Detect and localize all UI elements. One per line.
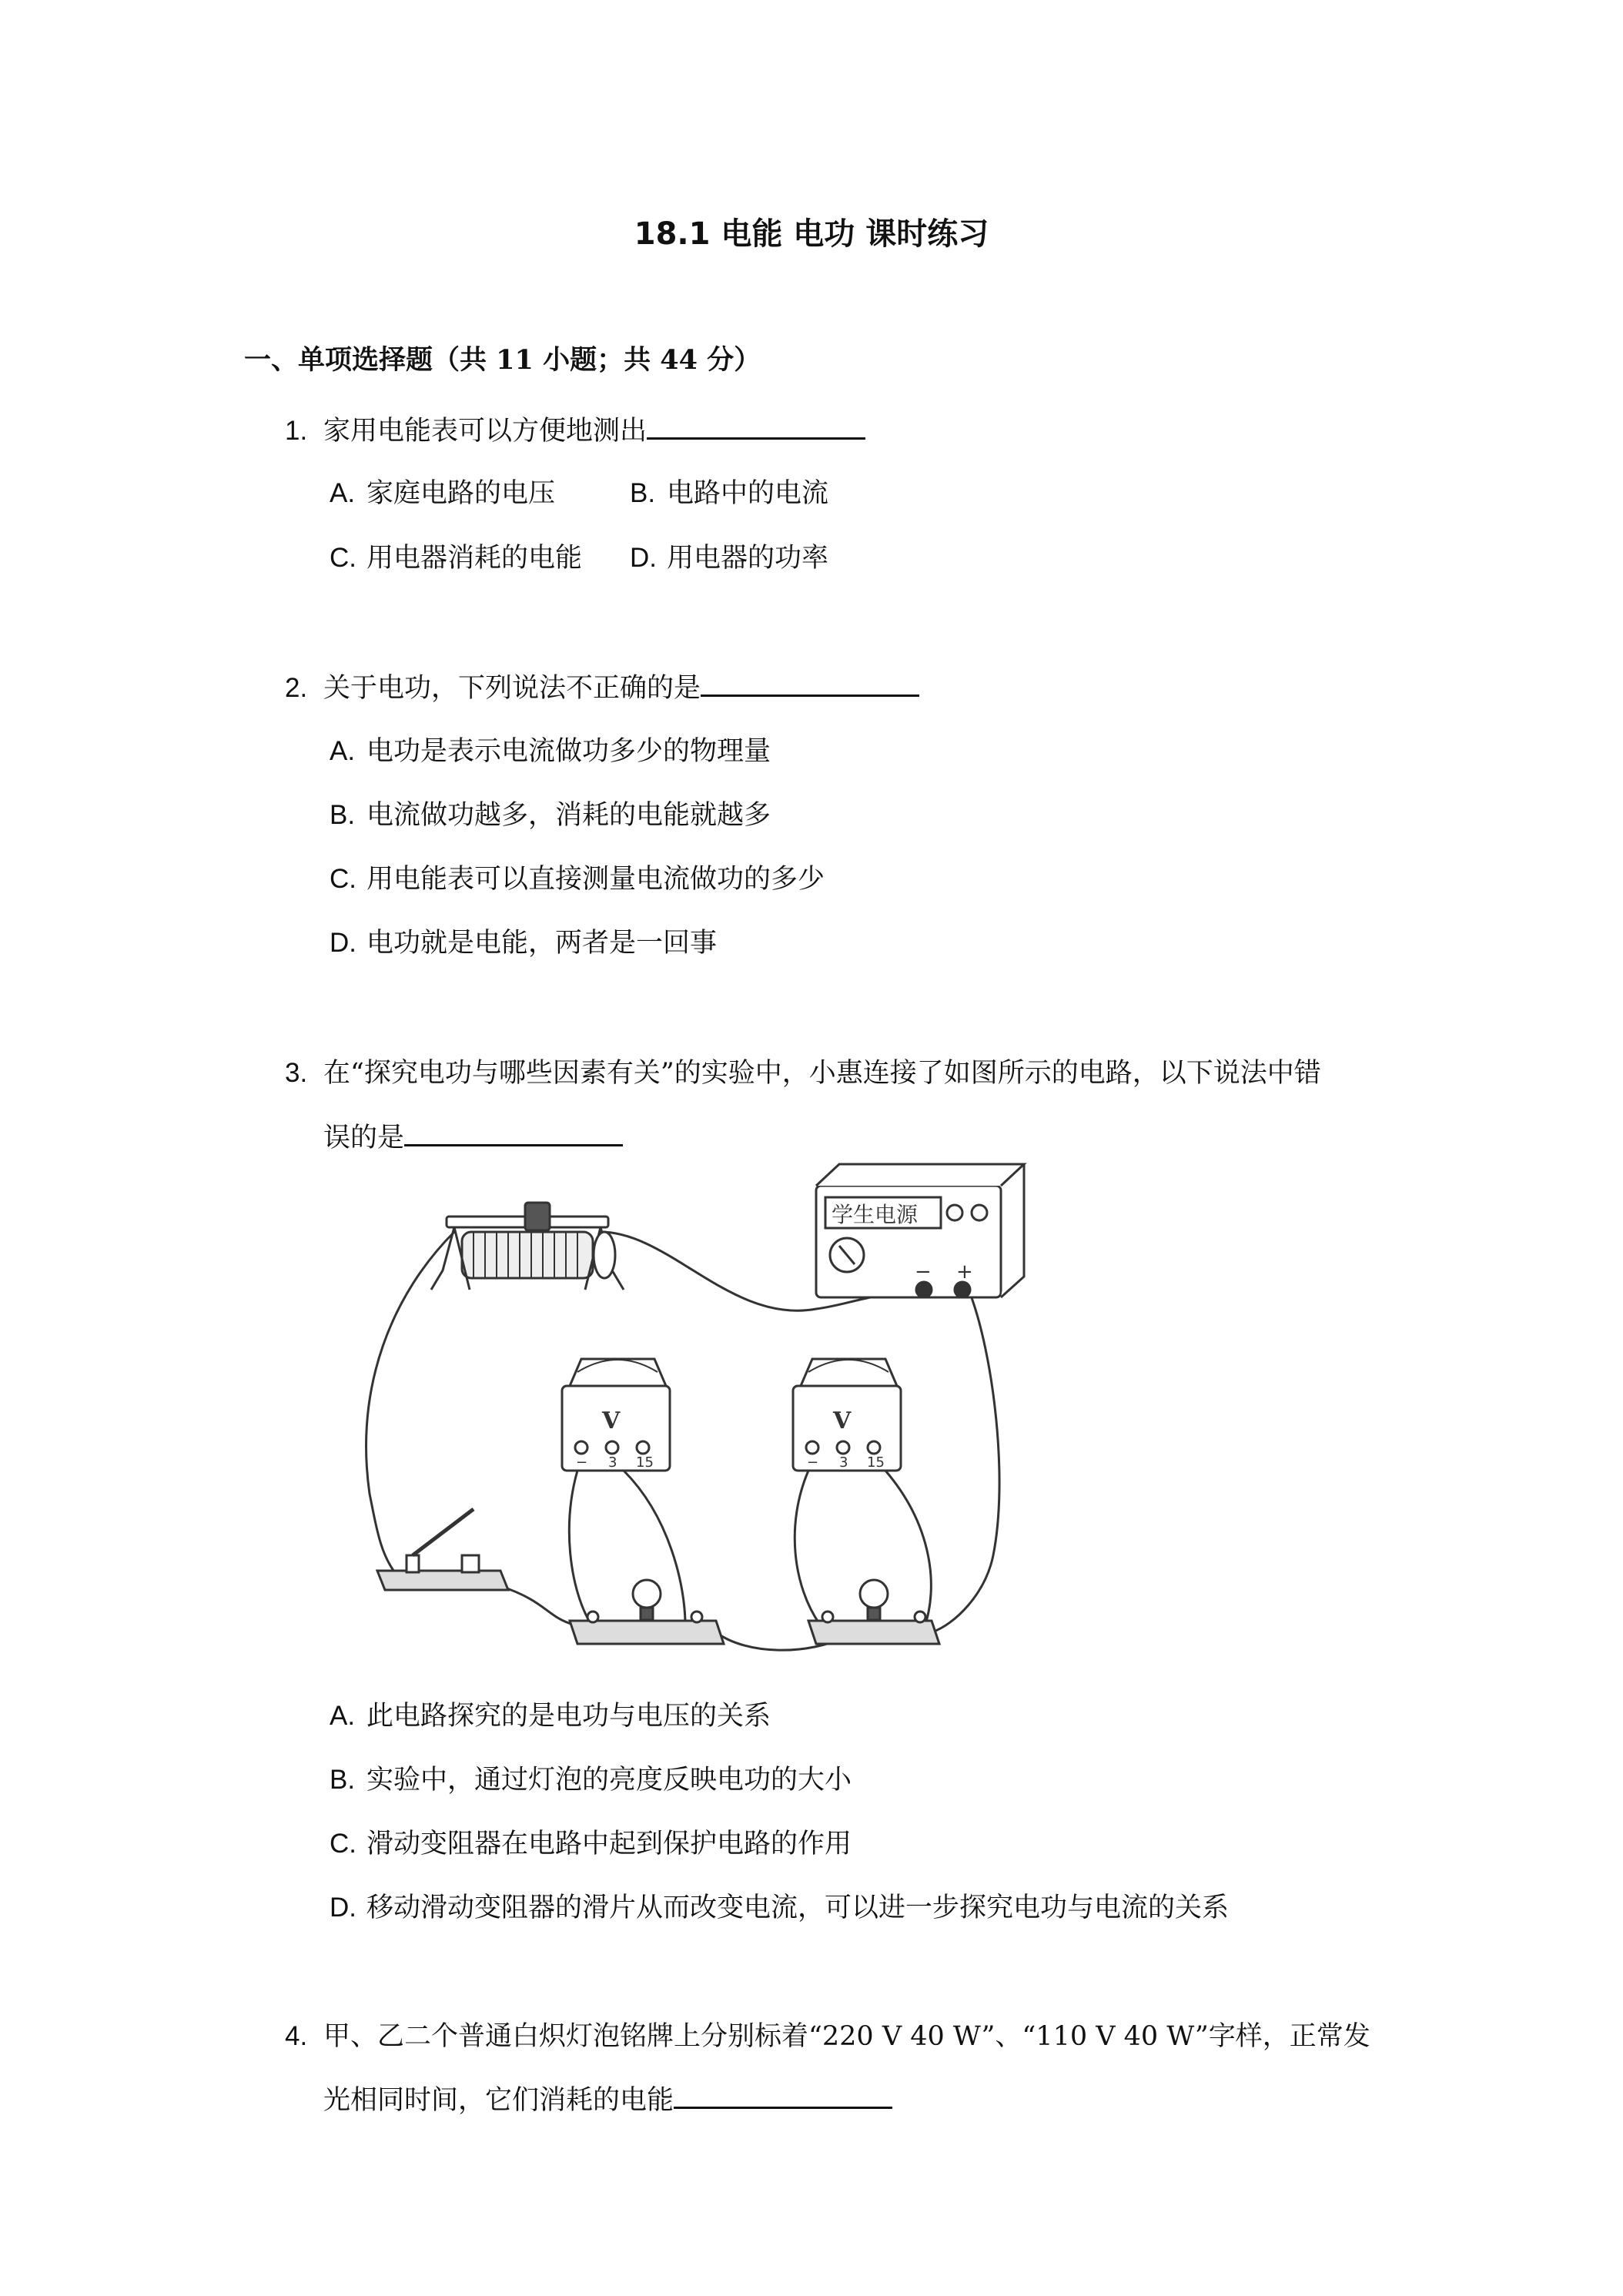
page-title: 18.1 电能 电功 课时练习 (634, 216, 989, 252)
terminal-label: − (576, 1454, 588, 1471)
option-2d[interactable]: D. 电功就是电能，两者是一回事 (330, 928, 718, 959)
question-text: 甲、乙二个普通白炽灯泡铭牌上分别标着“220 V 40 W”、“110 V 40 W”字样，正常发 (323, 2021, 1370, 2052)
option-1d[interactable]: D. 用电器的功率 (630, 543, 829, 574)
question-number: 3. (285, 1058, 308, 1088)
option-2c[interactable]: C. 用电能表可以直接测量电流做功的多少 (330, 864, 825, 895)
question-text: 在“探究电功与哪些因素有关”的实验中，小惠连接了如图所示的电路，以下说法中错 (323, 1058, 1321, 1089)
option-1c[interactable]: C. 用电器消耗的电能 (330, 543, 583, 574)
question-3-stem-cont (323, 1116, 623, 1155)
question-text: 误的是 (323, 1123, 405, 1153)
wire (366, 1232, 454, 1575)
question-number: 1. (285, 416, 308, 446)
option-3c[interactable]: C. 滑动变阻器在电路中起到保护电路的作用 (330, 1829, 852, 1859)
terminal-label: 15 (867, 1454, 885, 1471)
option-1b[interactable]: B. 电路中的电流 (630, 478, 829, 509)
answer-blank[interactable] (404, 1121, 623, 1146)
question-1-stem (285, 410, 865, 448)
minus-terminal-label: − (915, 1260, 932, 1284)
voltmeter-symbol: V (833, 1407, 852, 1434)
question-number: 4. (285, 2021, 308, 2051)
question-2-stem (285, 667, 919, 705)
option-3b[interactable]: B. 实验中，通过灯泡的亮度反映电功的大小 (330, 1765, 852, 1796)
option-2a[interactable]: A. 电功是表示电流做功多少的物理量 (330, 736, 771, 767)
question-4-stem-cont (323, 2079, 892, 2117)
plus-terminal-label: + (956, 1260, 973, 1284)
power-supply-label: 学生电源 (832, 1202, 919, 1227)
wire (795, 1471, 820, 1625)
section-heading: 一、单项选择题（共 11 小题；共 44 分） (244, 344, 761, 376)
question-4-stem (285, 2015, 1370, 2053)
switch-icon (377, 1509, 508, 1590)
answer-blank[interactable] (674, 2083, 892, 2109)
option-1a[interactable]: A. 家庭电路的电压 (330, 478, 556, 509)
terminal-label: 15 (636, 1454, 654, 1471)
terminal-label: 3 (839, 1454, 848, 1471)
voltmeter-symbol: V (602, 1407, 621, 1434)
lamp-icon (570, 1580, 724, 1644)
wire (885, 1471, 931, 1628)
answer-blank[interactable] (647, 414, 865, 440)
option-3a[interactable]: A. 此电路探究的是电功与电压的关系 (330, 1701, 771, 1732)
answer-blank[interactable] (701, 671, 919, 697)
circuit-diagram (346, 1155, 1086, 1655)
wire (932, 1294, 999, 1632)
terminal-label: 3 (608, 1454, 617, 1471)
wire (500, 1586, 574, 1625)
question-text: 家用电能表可以方便地测出 (323, 416, 648, 447)
option-2b[interactable]: B. 电流做功越多，消耗的电能就越多 (330, 800, 771, 831)
lamp-icon (808, 1580, 939, 1644)
question-number: 2. (285, 673, 308, 703)
question-3-stem (285, 1052, 1321, 1090)
option-3d[interactable]: D. 移动滑动变阻器的滑片从而改变电流，可以进一步探究电功与电流的关系 (330, 1893, 1230, 1923)
terminal-label: − (807, 1454, 819, 1471)
wire (569, 1471, 589, 1621)
question-text: 光相同时间，它们消耗的电能 (323, 2085, 674, 2116)
question-text: 关于电功，下列说法不正确的是 (323, 673, 701, 704)
rheostat-icon (431, 1203, 624, 1290)
